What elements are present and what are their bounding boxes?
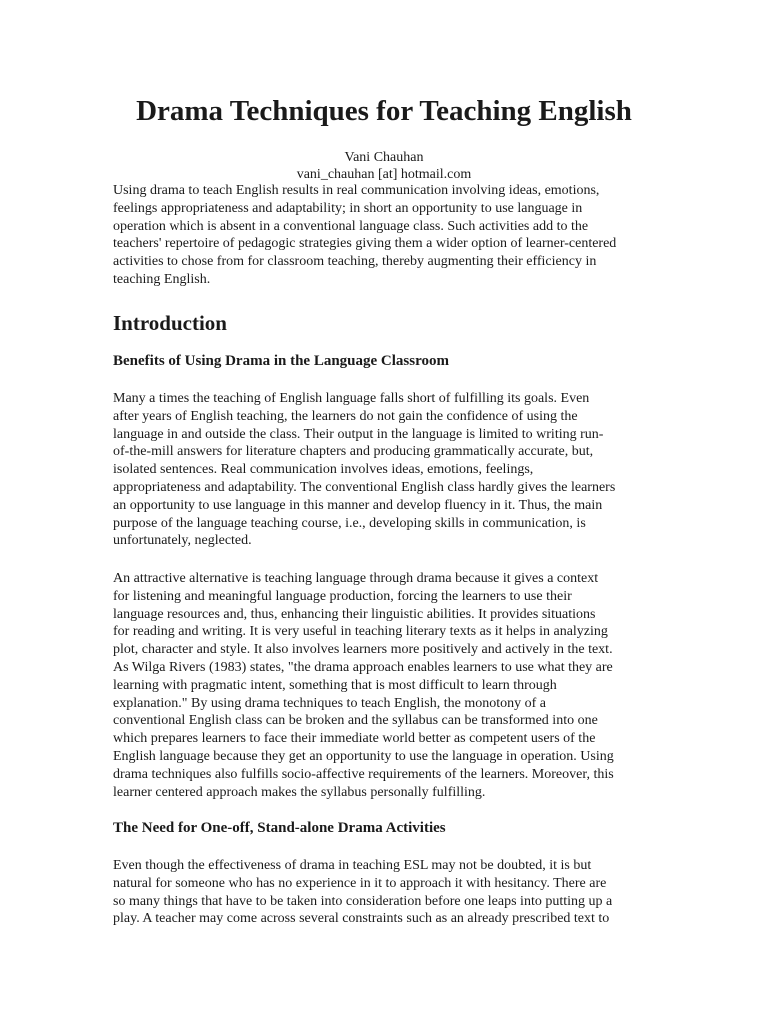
text-line: appropriateness and adaptability. The conventional English class hardly gives the learners	[113, 479, 616, 495]
text-line: learning with pragmatic intent, something that is most difficult to learn through	[113, 677, 557, 693]
text-line: isolated sentences. Real communication involves ideas, emotions, feelings,	[113, 462, 534, 478]
text-line: drama techniques also fulfills socio-affective requirements of the learners. Moreover, this	[113, 766, 614, 782]
text-line: operation which is absent in a conventional language class. Such activities add to the	[113, 218, 589, 234]
text-line: teachers' repertoire of pedagogic strategies giving them a wider option of learner-centered	[113, 236, 617, 252]
author-email: vani_chauhan [at] hotmail.com	[296, 167, 472, 182]
text-line: after years of English teaching, the learners do not gain the confidence of using the	[113, 408, 578, 424]
text-line: activities to chose from for classroom teaching, thereby augmenting their efficiency in	[113, 254, 597, 270]
text-line: learner centered approach makes the syllabus personally fulfilling.	[113, 784, 486, 800]
section-heading-benefits: Benefits of Using Drama in the Language Classroom	[113, 353, 449, 369]
author-name: Vani Chauhan	[344, 150, 424, 165]
text-line: explanation." By using drama techniques to teach English, the monotony of a	[113, 695, 547, 711]
text-line: unfortunately, neglected.	[113, 533, 252, 549]
text-line: conventional English class can be broken and the syllabus can be transformed into one	[113, 713, 598, 729]
need-paragraph-1	[113, 857, 658, 928]
section-heading-need: The Need for One-off, Stand-alone Drama Activities	[113, 820, 446, 836]
text-line: Many a times the teaching of English language falls short of fulfilling its goals. Even	[113, 391, 590, 406]
text-line: so many things that have to be taken into consideration before one leaps into putting up a	[113, 893, 613, 909]
text-line: natural for someone who has no experience in it to approach it with hesitancy. There are	[113, 875, 607, 891]
text-line: language in and outside the class. Their output in the language is limited to writing run-	[113, 426, 604, 442]
text-line: An attractive alternative is teaching language through drama because it gives a context	[113, 571, 599, 586]
document-title: Drama Techniques for Teaching English	[136, 95, 632, 127]
text-line: for listening and meaningful language production, forcing the learners to use their	[113, 588, 572, 604]
text-line: an opportunity to use language in this manner and develop fluency in it. Thus, the main	[113, 497, 603, 513]
text-line: language resources and, thus, enhancing their linguistic abilities. It provides situations	[113, 606, 596, 622]
text-line: for reading and writing. It is very useful in teaching literary texts as it helps in analyzing	[113, 624, 608, 640]
abstract-paragraph	[113, 182, 658, 289]
text-line: feelings appropriateness and adaptability; in short an opportunity to use language in	[113, 200, 583, 216]
text-line: plot, character and style. It also involves learners more positively and actively in the text.	[113, 642, 613, 658]
text-line: Using drama to teach English results in real communication involving ideas, emotions,	[113, 183, 600, 198]
text-line: As Wilga Rivers (1983) states, "the drama approach enables learners to use what they are	[113, 659, 613, 675]
text-line: English language because they get an opportunity to use the language in operation. Using	[113, 748, 614, 764]
benefits-paragraph-1	[113, 390, 658, 550]
introduction-heading: Introduction	[113, 311, 227, 335]
text-line: teaching English.	[113, 271, 211, 287]
text-line: Even though the effectiveness of drama in teaching ESL may not be doubted, it is but	[113, 858, 592, 873]
text-line: which prepares learners to face their immediate world better as competent users of the	[113, 731, 596, 747]
text-line: play. A teacher may come across several constraints such as an already prescribed text to	[113, 911, 610, 927]
text-line: purpose of the language teaching course, i.e., developing skills in communication, is	[113, 515, 586, 531]
benefits-paragraph-2	[113, 570, 658, 801]
text-line: of-the-mill answers for literature chapters and producing grammatically accurate, but,	[113, 444, 594, 460]
